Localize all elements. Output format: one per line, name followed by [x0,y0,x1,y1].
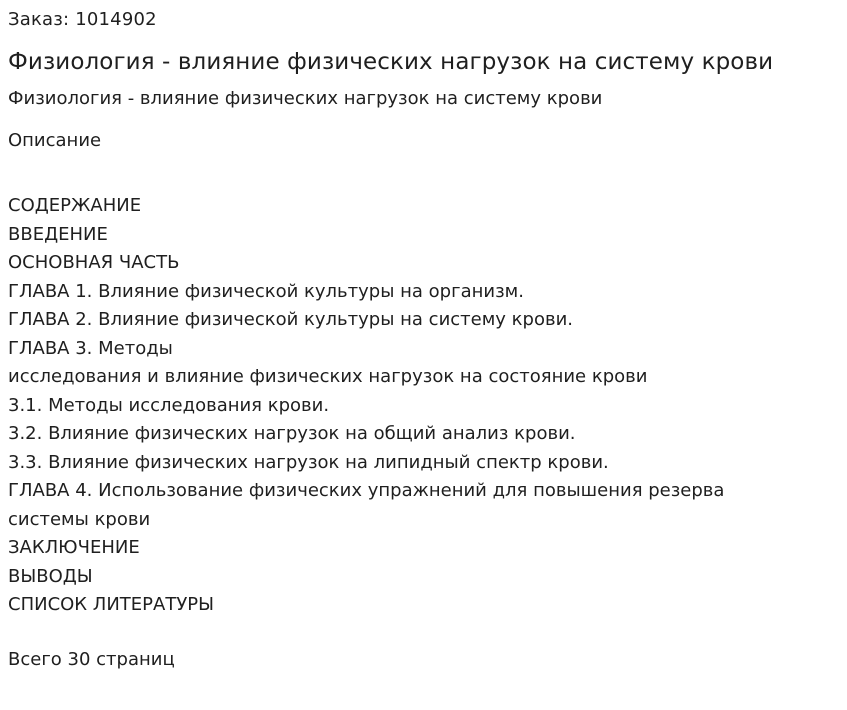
total-pages: Всего 30 страниц [8,649,175,670]
toc-line: ОСНОВНАЯ ЧАСТЬ [8,252,180,273]
toc-line: ГЛАВА 1. Влияние физической культуры на организм. [8,280,524,302]
toc-line: 3.1. Методы исследования крови. [8,394,330,416]
toc-line: исследования и влияние физических нагрузок на состояние крови [8,366,648,387]
toc-line: СОДЕРЖАНИЕ [8,195,142,216]
description-heading: Описание [8,130,102,151]
page-subtitle: Физиология - влияние физических нагрузок на систему крови [8,88,603,109]
toc-line: 3.2. Влияние физических нагрузок на общий анализ крови. [8,423,576,444]
toc-line: ЗАКЛЮЧЕНИЕ [8,537,140,558]
toc-line: ГЛАВА 2. Влияние физической культуры на систему крови. [8,309,574,330]
page-title: Физиология - влияние физических нагрузок на систему крови [8,49,774,75]
order-number: Заказ: 1014902 [8,9,157,30]
toc-line: системы крови [8,508,151,530]
toc-line: ВЫВОДЫ [8,565,93,587]
toc-line: ВВЕДЕНИЕ [8,223,108,245]
toc-line: ГЛАВА 4. Использование физических упражнений для повышения резерва [8,480,725,501]
toc-line: СПИСОК ЛИТЕРАТУРЫ [8,594,215,615]
toc-line: 3.3. Влияние физических нагрузок на липидный спектр крови. [8,451,609,473]
table-of-contents [8,192,808,620]
toc-line: ГЛАВА 3. Методы [8,337,173,359]
